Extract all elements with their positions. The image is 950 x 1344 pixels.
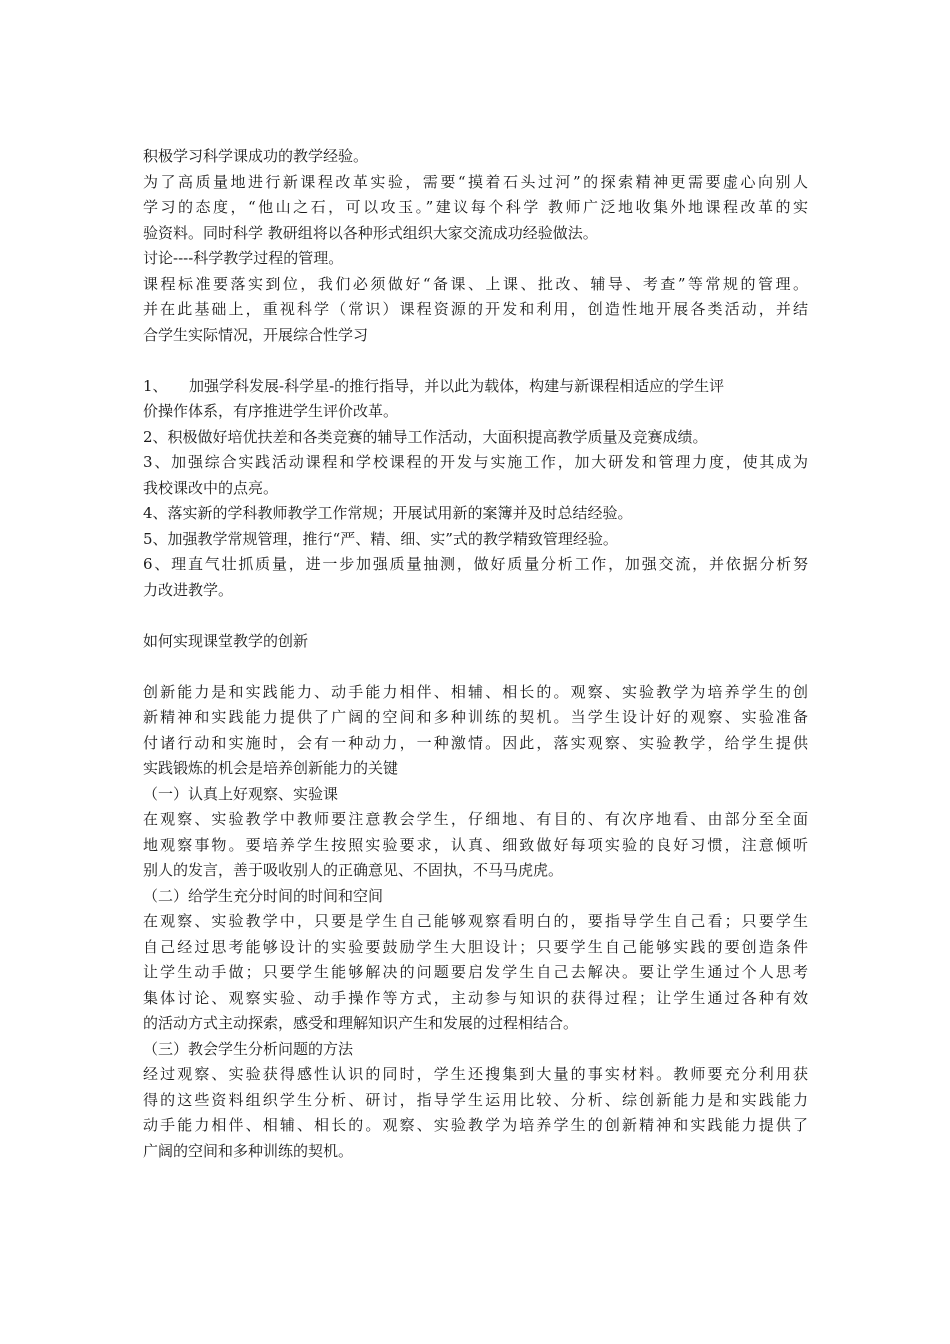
paragraph-line: 付诸行动和实施时，会有一种动力，一种激情。因此，落实观察、实验教学，给学生提供 — [143, 733, 808, 752]
paragraph-line: 为了高质量地进行新课程改革实验，需要“摸着石头过河”的探索精神更需要虚心向别人 — [143, 172, 808, 191]
paragraph-line: 验资料。同时科学 教研组将以各种形式组织大家交流成功经验做法。 — [143, 223, 598, 242]
blank-line — [143, 654, 808, 680]
blank-line — [143, 348, 808, 374]
document-page — [143, 144, 808, 1164]
subheading-2: （二）给学生充分时间的时间和空间 — [143, 886, 384, 905]
paragraph-line: 创新能力是和实践能力、动手能力相伴、相辅、相长的。观察、实验教学为培养学生的创 — [143, 682, 808, 701]
subheading-3: （三）教会学生分析问题的方法 — [143, 1039, 354, 1058]
paragraph-line: 在观察、实验教学中教师要注意教会学生，仔细地、有目的、有次序地看、由部分至全面 — [143, 810, 808, 828]
paragraph-line: 地观察事物。要培养学生按照实验要求，认真、细致做好每项实验的良好习惯，注意倾听 — [143, 835, 808, 854]
paragraph-line: 动手能力相伴、相辅、相长的。观察、实验教学为培养学生的创新精神和实践能力提供了 — [143, 1116, 808, 1134]
paragraph-line: 新精神和实践能力提供了广阔的空间和多种训练的契机。当学生设计好的观察、实验准备 — [143, 708, 808, 726]
list-item-3: 3、加强综合实践活动课程和学校课程的开发与实施工作，加大研发和管理力度，使其成为 — [143, 453, 808, 471]
section-title: 如何实现课堂教学的创新 — [143, 631, 309, 650]
paragraph-line: 经过观察、实验获得感性认识的同时，学生还搜集到大量的事实材料。教师要充分利用获 — [143, 1065, 808, 1083]
list-item-6: 6、理直气壮抓质量，进一步加强质量抽测，做好质量分析工作，加强交流，并依据分析努 — [143, 555, 808, 573]
list-item-1 — [143, 374, 808, 400]
list-item-continuation: 力改进教学。 — [143, 580, 234, 599]
subheading-1: （一）认真上好观察、实验课 — [143, 784, 339, 803]
paragraph-line: 广阔的空间和多种训练的契机。 — [143, 1141, 354, 1160]
paragraph-line: 别人的发言，善于吸收别人的正确意见、不固执，不马马虎虎。 — [143, 861, 564, 879]
paragraph-line: 得的这些资料组织学生分析、研讨，指导学生运用比较、分析、综创新能力是和实践能力 — [143, 1090, 808, 1109]
list-item-2: 2、积极做好培优扶差和各类竞赛的辅导工作活动，大面积提高教学质量及竞赛成绩。 — [143, 427, 708, 446]
paragraph-line: 让学生动手做；只要学生能够解决的问题要启发学生自己去解决。要让学生通过个人思考 — [143, 963, 808, 981]
paragraph-line: 学习的态度，“他山之石，可以攻玉。”建议每个科学 教师广泛地收集外地课程改革的实 — [143, 198, 808, 216]
paragraph-line: 集体讨论、观察实验、动手操作等方式，主动参与知识的获得过程；让学生通过各种有效 — [143, 988, 808, 1007]
paragraph-line: 自己经过思考能够设计的实验要鼓励学生大胆设计；只要学生自己能够实践的要创造条件 — [143, 937, 808, 956]
paragraph-line: 在观察、实验教学中，只要是学生自己能够观察看明白的，要指导学生自己看；只要学生 — [143, 912, 808, 930]
paragraph-line: 并在此基础上，重视科学（常识）课程资源的开发和利用，创造性地开展各类活动，并结 — [143, 300, 808, 318]
paragraph-line: 合学生实际情况，开展综合性学习 — [143, 325, 369, 344]
paragraph-line: 的活动方式主动探索，感受和理解知识产生和发展的过程相结合。 — [143, 1014, 579, 1032]
blank-line — [143, 603, 808, 629]
list-item-continuation: 我校课改中的点亮。 — [143, 478, 279, 497]
paragraph-line: 实践锻炼的机会是培养创新能力的关键 — [143, 759, 399, 777]
list-number: 1、 — [143, 376, 168, 395]
paragraph-line: 课程标准要落实到位，我们必须做好“备课、上课、批改、辅导、考查”等常规的管理。 — [143, 274, 808, 293]
list-item-4: 4、落实新的学科教师教学工作常规；开展试用新的案簿并及时总结经验。 — [143, 504, 633, 522]
list-item-continuation: 价操作体系，有序推进学生评价改革。 — [143, 402, 399, 420]
paragraph-line: 积极学习科学课成功的教学经验。 — [143, 147, 369, 165]
list-item-5: 5、加强教学常规管理，推行“严、精、细、实”式的教学精致管理经验。 — [143, 529, 618, 548]
section-heading: 讨论----科学教学过程的管理。 — [143, 249, 344, 267]
list-item-text: 加强学科发展-科学星-的推行指导，并以此为载体，构建与新课程相适应的学生评 — [189, 376, 725, 395]
